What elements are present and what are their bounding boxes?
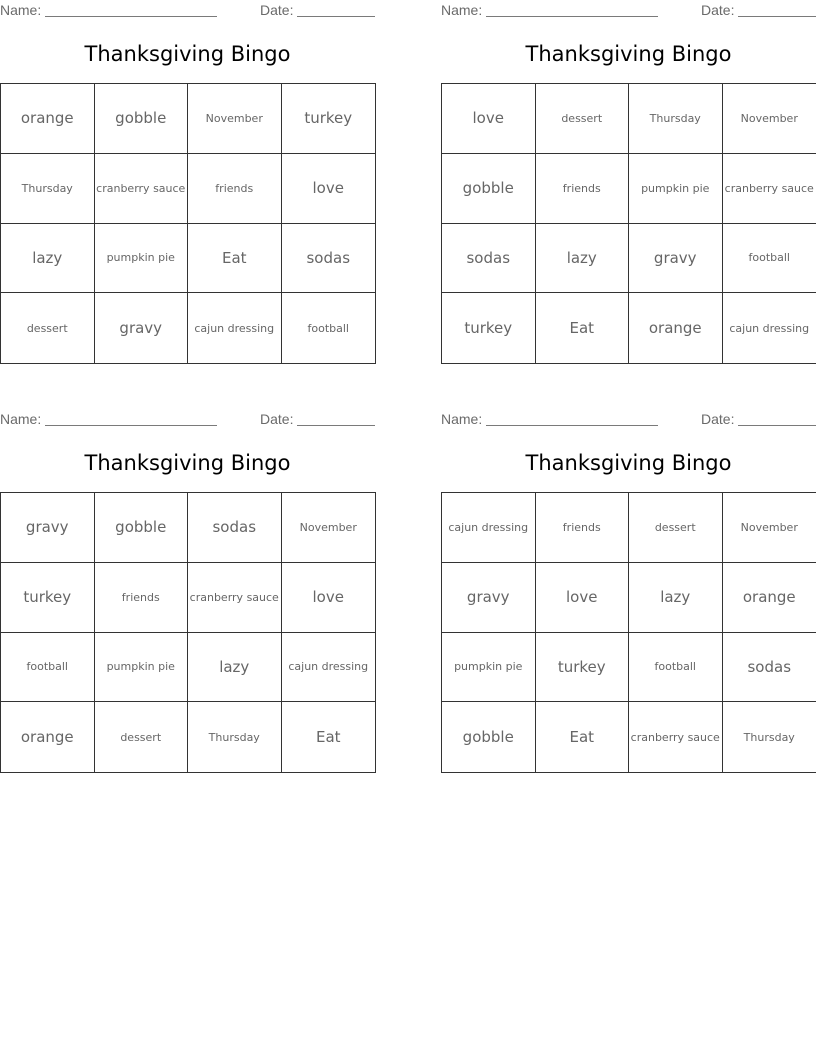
bingo-cell: sodas xyxy=(188,493,282,563)
bingo-cell: gravy xyxy=(629,224,723,294)
name-label: Name: xyxy=(441,2,483,18)
bingo-cell: cranberry sauce xyxy=(723,154,816,224)
bingo-cell: cajun dressing xyxy=(188,293,282,363)
bingo-cell: orange xyxy=(629,293,723,363)
date-label: Date: xyxy=(260,411,294,427)
bingo-cell: gobble xyxy=(95,84,189,154)
bingo-cell: football xyxy=(1,633,95,703)
bingo-cell: friends xyxy=(536,154,630,224)
bingo-cell: pumpkin pie xyxy=(629,154,723,224)
bingo-cell: lazy xyxy=(629,563,723,633)
bingo-cell: turkey xyxy=(536,633,630,703)
bingo-cell: football xyxy=(629,633,723,703)
bingo-cell: cranberry sauce xyxy=(188,563,282,633)
bingo-cell: pumpkin pie xyxy=(95,224,189,294)
bingo-cell: football xyxy=(307,321,349,335)
date-label: Date: xyxy=(701,411,735,427)
bingo-grid xyxy=(0,83,376,364)
bingo-cell: sodas xyxy=(723,633,816,703)
bingo-card-1 xyxy=(0,0,375,365)
card-title: Thanksgiving Bingo xyxy=(525,451,732,475)
bingo-cell: gobble xyxy=(442,154,536,224)
bingo-cell: sodas xyxy=(442,224,536,294)
bingo-grid xyxy=(0,492,376,773)
bingo-cell: gravy xyxy=(95,293,189,363)
name-line xyxy=(486,425,658,426)
bingo-grid xyxy=(441,83,816,364)
bingo-cell: dessert xyxy=(1,293,95,363)
bingo-cell: friends xyxy=(95,563,189,633)
bingo-cell: friends xyxy=(188,154,282,224)
bingo-cell: Eat xyxy=(188,224,282,294)
card-header xyxy=(441,411,816,429)
bingo-cell: sodas xyxy=(282,224,376,294)
bingo-cell: gobble xyxy=(442,702,536,772)
card-header xyxy=(0,2,375,20)
bingo-cell: orange xyxy=(1,84,95,154)
bingo-cell: cranberry sauce xyxy=(95,154,189,224)
bingo-cell: love xyxy=(282,563,376,633)
bingo-cell: love xyxy=(282,154,376,224)
bingo-cell: lazy xyxy=(536,224,630,294)
bingo-cell: turkey xyxy=(282,84,376,154)
bingo-cell: lazy xyxy=(1,224,95,294)
bingo-cell: November xyxy=(282,493,376,563)
bingo-cell: turkey xyxy=(442,293,536,363)
name-label: Name: xyxy=(0,2,42,18)
bingo-cell: pumpkin pie xyxy=(95,633,189,703)
bingo-cell: dessert xyxy=(629,493,723,563)
bingo-cell: cranberry sauce xyxy=(629,702,723,772)
date-line xyxy=(738,16,816,17)
card-header xyxy=(0,411,375,429)
bingo-cell: November xyxy=(188,84,282,154)
bingo-cell: friends xyxy=(536,493,630,563)
bingo-cell: November xyxy=(723,493,816,563)
bingo-cell: gravy xyxy=(1,493,95,563)
name-label: Name: xyxy=(441,411,483,427)
date-label: Date: xyxy=(260,2,294,18)
name-label: Name: xyxy=(0,411,42,427)
bingo-cell: lazy xyxy=(188,633,282,703)
date-line xyxy=(297,16,375,17)
bingo-cell: Thursday xyxy=(743,730,795,744)
name-line xyxy=(486,16,658,17)
bingo-cell: Thursday xyxy=(1,154,95,224)
bingo-card-4 xyxy=(441,409,816,774)
bingo-cell: cajun dressing xyxy=(729,321,810,335)
bingo-cell: gravy xyxy=(442,563,536,633)
bingo-cell: cajun dressing xyxy=(442,493,536,563)
bingo-cell: pumpkin pie xyxy=(442,633,536,703)
card-title: Thanksgiving Bingo xyxy=(84,451,291,475)
bingo-cell: Eat xyxy=(536,293,630,363)
date-label: Date: xyxy=(701,2,735,18)
date-line xyxy=(297,425,375,426)
card-header xyxy=(441,2,816,20)
bingo-cell: Thursday xyxy=(629,84,723,154)
bingo-cell: gobble xyxy=(95,493,189,563)
bingo-cell: November xyxy=(723,84,816,154)
bingo-cell: Eat xyxy=(536,702,630,772)
bingo-grid xyxy=(441,492,816,773)
bingo-cell: orange xyxy=(723,563,816,633)
date-line xyxy=(738,425,816,426)
bingo-cell: orange xyxy=(1,702,95,772)
bingo-cell: love xyxy=(442,84,536,154)
card-title: Thanksgiving Bingo xyxy=(525,42,732,66)
bingo-cell: turkey xyxy=(1,563,95,633)
bingo-cell: Thursday xyxy=(188,702,282,772)
bingo-cell: dessert xyxy=(536,84,630,154)
bingo-cell: football xyxy=(723,224,816,294)
bingo-cell: Eat xyxy=(315,728,341,747)
name-line xyxy=(45,16,217,17)
bingo-cell: love xyxy=(536,563,630,633)
bingo-cell: cajun dressing xyxy=(282,633,376,703)
card-title: Thanksgiving Bingo xyxy=(84,42,291,66)
bingo-cell: dessert xyxy=(95,702,189,772)
bingo-card-2 xyxy=(441,0,816,365)
bingo-card-3 xyxy=(0,409,375,774)
name-line xyxy=(45,425,217,426)
